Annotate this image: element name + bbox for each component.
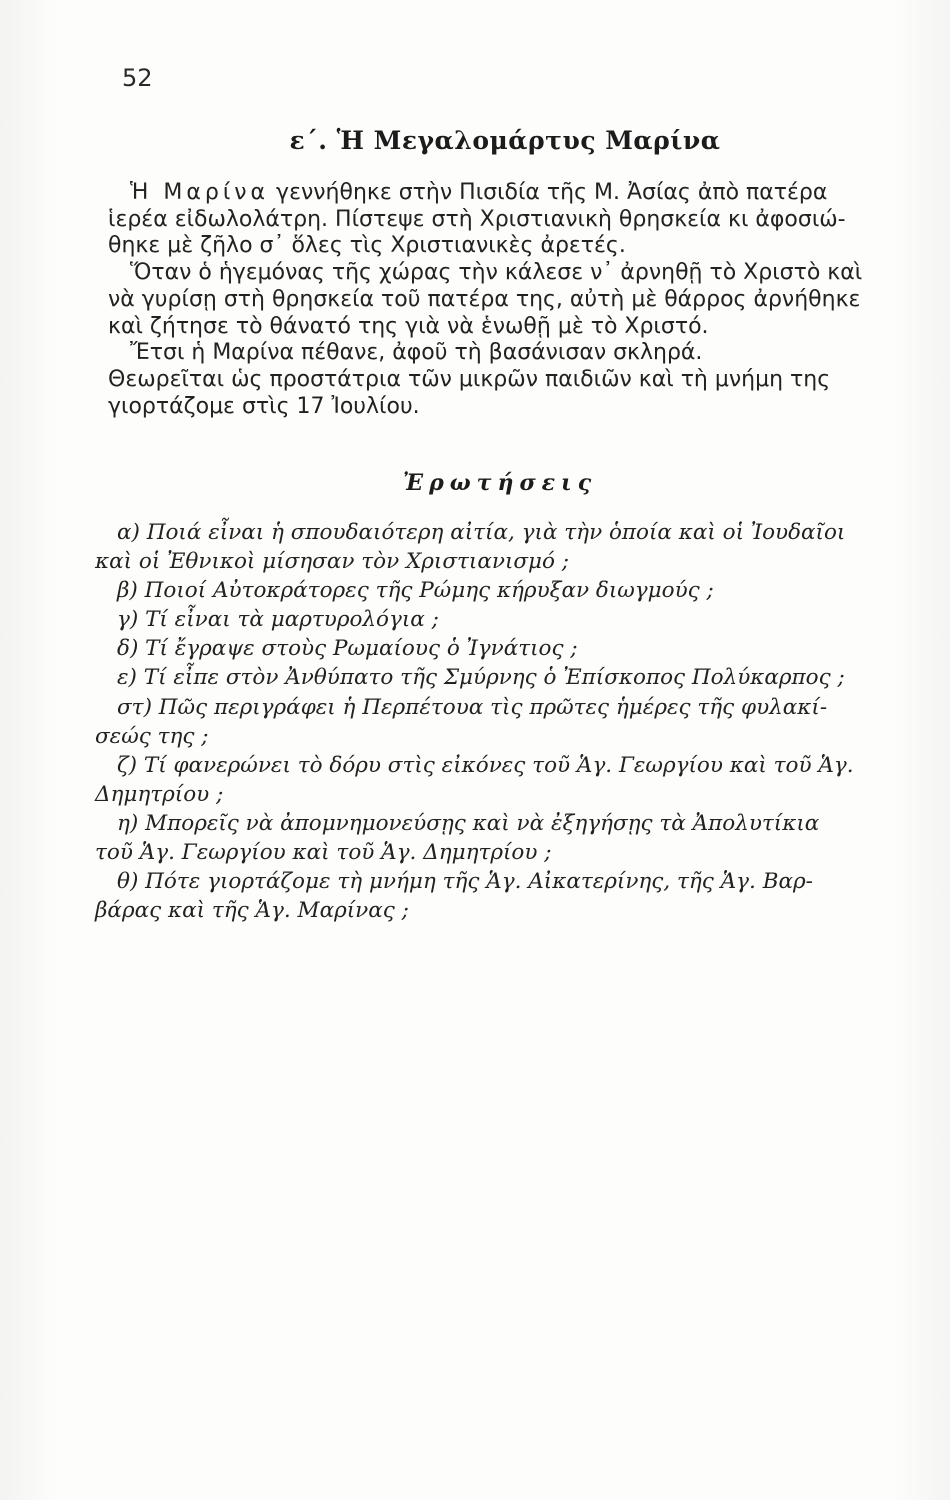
question-st-line1: στ) Πῶς περιγράφει ἡ Περπέτουα τὶς πρῶτες ἡμέρες τῆς φυλακί- bbox=[117, 694, 828, 720]
body-line: θηκε μὲ ζῆλο σ᾿ ὅλες τὶς Χριστιανικὲς ἀρετές. bbox=[108, 233, 626, 259]
body-line: ἱερέα εἰδωλολάτρη. Πίστεψε στὴ Χριστιανικὴ θρησκεία κι ἀφοσιώ- bbox=[108, 206, 846, 232]
body-line: Ἔτσι ἡ Μαρίνα πέθανε, ἀφοῦ τὴ βασάνισαν σκληρά. bbox=[130, 340, 703, 366]
body-line bbox=[108, 180, 908, 207]
question-h-line2: τοῦ Ἁγ. Γεωργίου καὶ τοῦ Ἁγ. Δημητρίου ; bbox=[95, 840, 552, 866]
question-a-line2: καὶ οἱ Ἐθνικοὶ μίσησαν τὸν Χριστιανισμό ; bbox=[95, 549, 570, 575]
question-st-line2: σεώς της ; bbox=[95, 723, 209, 749]
question-d: δ) Τί ἔγραψε στοὺς Ρωμαίους ὁ Ἰγνάτιος ; bbox=[117, 636, 578, 662]
body-line: Ὅταν ὁ ἡγεμόνας τῆς χώρας τὴν κάλεσε ν᾿ ἀρνηθῇ τὸ Χριστὸ καὶ bbox=[130, 260, 863, 286]
questions-list bbox=[95, 518, 915, 925]
question-th-line2: βάρας καὶ τῆς Ἁγ. Μαρίνας ; bbox=[95, 898, 409, 924]
question-th-line1: θ) Πότε γιορτάζομε τὴ μνήμη τῆς Ἁγ. Αἰκατερίνης, τῆς Ἁγ. Βαρ- bbox=[117, 869, 813, 895]
question-z-line2: Δημητρίου ; bbox=[95, 781, 224, 807]
body-line: νὰ γυρίσῃ στὴ θρησκεία τοῦ πατέρα της, αὐτὴ μὲ θάρρος ἀρνήθηκε bbox=[108, 286, 861, 312]
question-e: ε) Τί εἶπε στὸν Ἀνθύπατο τῆς Σμύρνης ὁ Ἐπίσκοπος Πολύκαρπος ; bbox=[117, 665, 845, 691]
question-c: γ) Τί εἶναι τὰ μαρτυρολόγια ; bbox=[117, 607, 439, 633]
question-a-line1: α) Ποιά εἶναι ἡ σπουδαιότερη αἰτία, γιὰ τὴν ὁποία καὶ οἱ Ἰουδαῖοι bbox=[117, 520, 846, 545]
question-z-line1: ζ) Τί φανερώνει τὸ δόρυ στὶς εἰκόνες τοῦ Ἁγ. Γεωργίου καὶ τοῦ Ἁγ. bbox=[117, 752, 854, 778]
question-h-line1: η) Μπορεῖς νὰ ἀπομνημονεύσῃς καὶ νὰ ἐξηγήσῃς τὰ Ἀπολυτίκια bbox=[117, 810, 820, 836]
chapter-title: ε΄. Ἡ Μεγαλομάρτυς Μαρίνα bbox=[289, 126, 721, 155]
body-text bbox=[108, 180, 908, 420]
saint-name-spaced: Ἡ Μαρίνα bbox=[130, 180, 270, 205]
body-text-fragment: γεννήθηκε στὴν Πισιδία τῆς Μ. Ἀσίας ἀπὸ πατέρα bbox=[269, 180, 828, 205]
question-b: β) Ποιοί Αὐτοκράτορες τῆς Ρώμης κήρυξαν διωγμούς ; bbox=[117, 578, 714, 604]
body-line: καὶ ζήτησε τὸ θάνατό της γιὰ νὰ ἑνωθῇ μὲ τὸ Χριστό. bbox=[108, 313, 709, 339]
questions-heading: Ἐρωτήσεις bbox=[402, 470, 598, 496]
body-line: Θεωρεῖται ὡς προστάτρια τῶν μικρῶν παιδιῶν καὶ τὴ μνήμη της bbox=[108, 366, 831, 392]
page-number: 52 bbox=[122, 64, 153, 92]
body-line: γιορτάζομε στὶς 17 Ἰουλίου. bbox=[108, 393, 420, 419]
